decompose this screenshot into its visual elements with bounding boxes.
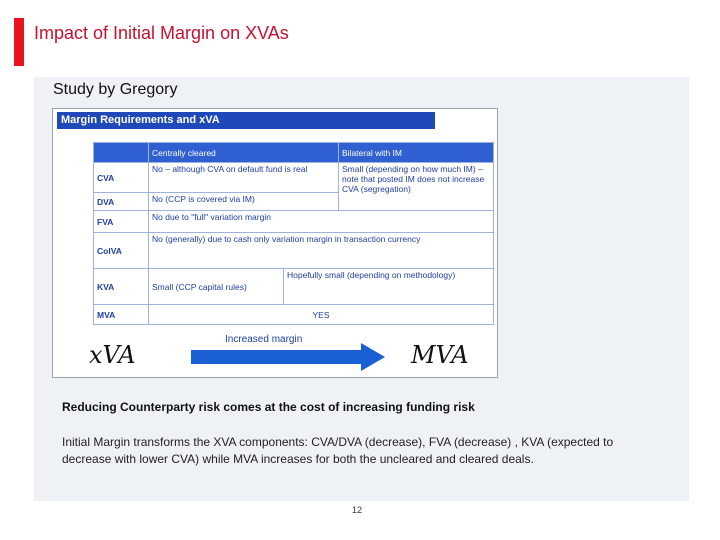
- table-row-fva: [94, 211, 494, 233]
- xva-label: xVA: [89, 341, 136, 369]
- table-header-cleared: Centrally cleared: [149, 143, 339, 163]
- cell-cva-dva-bilateral: Small (depending on how much IM) – note that posted IM does not increase CVA (segregation): [339, 163, 494, 211]
- row-label-cva: CVA: [94, 163, 149, 193]
- slide-subtitle: Study by Gregory: [53, 81, 178, 98]
- row-label-dva: DVA: [94, 193, 149, 211]
- title-accent-bar: [14, 18, 24, 66]
- arrow-label: Increased margin: [225, 334, 303, 345]
- table-row-kva: [94, 269, 494, 305]
- cell-dva-cleared: No (CCP is covered via IM): [149, 193, 339, 211]
- cell-kva-bilateral: Hopefully small (depending on methodology): [284, 269, 494, 305]
- cell-kva-cleared: Small (CCP capital rules): [149, 269, 284, 305]
- row-label-fva: FVA: [94, 211, 149, 233]
- table-row-cva: [94, 163, 494, 193]
- table-row-mva: [94, 305, 494, 325]
- row-label-kva: KVA: [94, 269, 149, 305]
- table-header-row: [94, 143, 494, 163]
- slide-title: Impact of Initial Margin on XVAs: [34, 23, 289, 43]
- body-paragraph: Initial Margin transforms the XVA components: CVA/DVA (decrease), FVA (decrease) , KVA (expected to decrease with lower CVA) while MVA increases for both the uncleared and cleared deals.: [62, 435, 614, 466]
- cell-fva: No due to "full" variation margin: [149, 211, 494, 233]
- right-arrow-icon: [191, 343, 385, 371]
- table-row-colva: [94, 233, 494, 269]
- table-header-empty: [94, 143, 149, 163]
- lead-statement: Reducing Counterparty risk comes at the cost of increasing funding risk: [62, 400, 475, 414]
- table-header-bilateral: Bilateral with IM: [339, 143, 494, 163]
- cell-mva: YES: [149, 305, 494, 325]
- figure-header: Margin Requirements and xVA: [57, 112, 435, 129]
- margin-xva-figure: [52, 108, 498, 378]
- mva-label: MVA: [411, 341, 469, 369]
- row-label-mva: MVA: [94, 305, 149, 325]
- cell-cva-cleared: No – although CVA on default fund is real: [149, 163, 339, 193]
- row-label-colva: ColVA: [94, 233, 149, 269]
- page-number: 12: [352, 505, 363, 515]
- margin-requirements-table: [93, 142, 494, 325]
- cell-colva: No (generally) due to cash only variation margin in transaction currency: [149, 233, 494, 269]
